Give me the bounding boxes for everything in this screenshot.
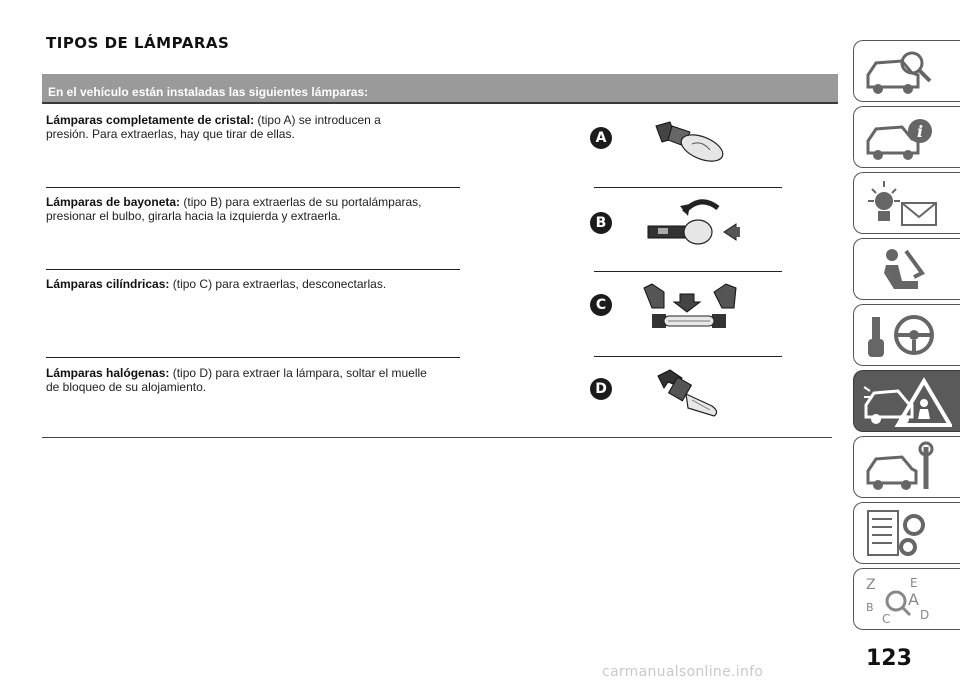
svg-text:D: D	[920, 608, 930, 622]
car-info-icon	[862, 111, 942, 165]
badge-b: B	[590, 212, 612, 234]
tab-safety[interactable]	[853, 238, 960, 300]
watermark-text: carmanualsonline.info	[602, 664, 764, 680]
item-b-desc: (tipo B) para extraerlas de su portalámparas,	[183, 195, 422, 209]
tab-index[interactable]	[853, 568, 960, 630]
tab-car-search[interactable]	[853, 40, 960, 102]
tab-maintenance[interactable]	[853, 436, 960, 498]
divider-left-2	[46, 269, 460, 270]
item-b-text	[46, 195, 466, 223]
item-a-desc: (tipo A) se introducen a	[257, 113, 381, 127]
alphabetical-index-icon	[862, 573, 942, 627]
warning-light-message-icon	[862, 177, 942, 231]
car-wrench-icon	[862, 441, 942, 495]
item-d-desc: (tipo D) para extraer la lámpara, soltar el muelle	[172, 366, 427, 380]
item-a-desc2: presión. Para extraerlas, hay que tirar de ellas.	[46, 127, 295, 141]
festoon-bulb-icon	[642, 282, 738, 334]
svg-text:E: E	[910, 576, 918, 590]
tab-car-info[interactable]	[853, 106, 960, 168]
page-number: 123	[866, 646, 912, 671]
badge-a: A	[590, 127, 612, 149]
car-search-icon	[862, 45, 942, 99]
badge-d: D	[590, 378, 612, 400]
tab-warning-lights[interactable]	[853, 172, 960, 234]
key-steering-wheel-icon	[862, 309, 942, 363]
item-b-label: Lámparas de bayoneta:	[46, 195, 181, 209]
intro-bar	[42, 74, 838, 104]
tab-emergency[interactable]	[853, 370, 960, 432]
item-d-text	[46, 366, 466, 394]
item-a-label: Lámparas completamente de cristal:	[46, 113, 255, 127]
svg-text:B: B	[866, 601, 874, 614]
svg-text:i: i	[917, 122, 924, 141]
divider-right-1	[594, 187, 782, 188]
svg-text:C: C	[882, 612, 891, 626]
bayonet-bulb-icon	[644, 194, 740, 252]
section-bottom-rule	[42, 437, 832, 438]
specs-gears-icon	[862, 507, 942, 561]
svg-text:A: A	[908, 590, 919, 609]
item-c-desc: (tipo C) para extraerlas, desconectarlas.	[172, 277, 387, 291]
seat-airbag-icon	[862, 243, 942, 297]
divider-right-3	[594, 356, 782, 357]
divider-right-2	[594, 271, 782, 272]
badge-c: C	[590, 294, 612, 316]
car-warning-triangle-icon	[862, 375, 952, 431]
item-d-label: Lámparas halógenas:	[46, 366, 170, 380]
svg-text:Z: Z	[866, 577, 876, 593]
divider-left-3	[46, 357, 460, 358]
item-c-text	[46, 277, 466, 291]
item-c-label: Lámparas cilíndricas:	[46, 277, 170, 291]
glass-wedge-bulb-icon	[648, 118, 728, 164]
item-b-desc2: presionar el bulbo, girarla hacia la izquierda y extraerla.	[46, 209, 341, 223]
halogen-bulb-icon	[652, 368, 728, 420]
item-a-text	[46, 113, 466, 141]
item-d-desc2: de bloqueo de su alojamiento.	[46, 380, 207, 394]
tab-technical-data[interactable]	[853, 502, 960, 564]
intro-text: En el vehículo están instaladas las siguientes lámparas:	[48, 85, 369, 99]
page-title: TIPOS DE LÁMPARAS	[46, 34, 230, 52]
tab-starting-driving[interactable]	[853, 304, 960, 366]
divider-left-1	[46, 187, 460, 188]
